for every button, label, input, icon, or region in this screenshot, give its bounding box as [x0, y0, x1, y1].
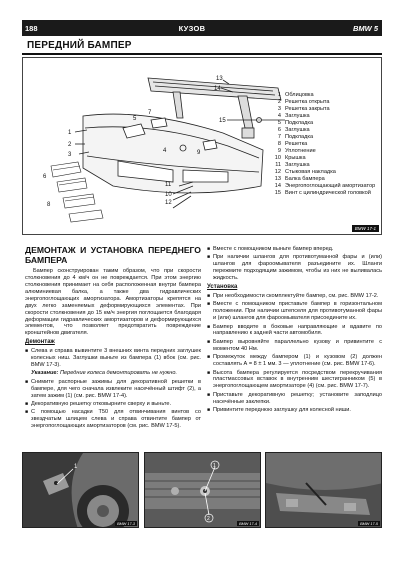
- bullet-icon: ■: [25, 378, 29, 385]
- bumper-screws-photo: [266, 453, 382, 528]
- bullet-icon: ■: [207, 301, 211, 308]
- list-item: ■ Снимите распорные зажимы для декоративной решетки в бампере, для чего сначала извлеките насечённый штифт (2), а затем зажим (1) (см. рис. BMW 17-4).: [25, 378, 201, 399]
- photo-tag: BMW 17-4: [239, 521, 257, 526]
- list-item: ■ Привинтите переднюю заглушку для колесной ниши.: [207, 407, 351, 414]
- bullet-icon: ■: [207, 407, 211, 414]
- intro-paragraph: Бампер сконструирован таким образом, что при скорости столкновения до 4 км/ч он не повреждается. При этом энергию столкновения принимает на себя расположенная внутри бампера алюминиевая балка, а также два гидравлических энергопоглощающих амортизатора. Амортизаторы крепятся на двух легко заменяемых деформирующихся элементах. При скорости столкновения до 15 км/ч энергия поглощается благодаря деформации гидравлических амортизаторов и деформирующихся элементов, что позволяет предотвратить повреждение кронштейнов двигателя.: [25, 268, 201, 337]
- left-column: [25, 246, 201, 432]
- legend-item: 9 Уплотнение: [277, 148, 316, 154]
- page-header: [22, 20, 382, 36]
- callout-5: 5: [133, 116, 137, 122]
- list-item: ■ Приставьте декоративную решетку; установите заподлицо насечённые заклепки.: [207, 391, 382, 405]
- callout-7: 7: [148, 110, 152, 116]
- list-item: ■ Промежуток между бампером (1) и кузовом (2) должен составлять А = 8 ± 1 мм. 3 — уплотнение (см. рис. BMW 17-6).: [207, 354, 382, 368]
- list-item: ■ Бампер выровняйте параллельно кузову и привинтите с моментом 40 Нм.: [207, 338, 382, 352]
- bullet-icon: ■: [207, 323, 211, 330]
- legend-item: 10 Крышка: [274, 155, 306, 161]
- bullet-icon: ■: [25, 409, 29, 416]
- legend-item: 6 Заглушка: [277, 127, 310, 133]
- callout-4: 4: [163, 148, 167, 154]
- legend-item: 15 Винт с цилиндрической головкой: [274, 190, 371, 196]
- legend-item: 1 Облицовка: [277, 92, 314, 98]
- callout-2: 2: [68, 142, 72, 148]
- callout-10: 10: [165, 192, 172, 198]
- installation-subheading: Установка: [207, 284, 238, 291]
- legend-item: 8 Решетка: [277, 141, 308, 147]
- photo-wheel-arch: [22, 452, 139, 528]
- list-item: ■ С помощью насадки T50 для отвинчивания винтов со звездчатым шлицем слева и справа отвинтите бампер от энергопоглощающих амортизаторов (см. рис. BMW 17-5).: [25, 409, 201, 430]
- chapter-title: КУЗОВ: [178, 23, 206, 33]
- legend-item: 14 Энергопоглощающий амортизатор: [274, 183, 376, 189]
- callout-13: 13: [216, 76, 223, 82]
- legend-item: 13 Балка бампера: [274, 176, 325, 182]
- parts-legend: [272, 92, 380, 197]
- list-item: ■ Вместе с помощником приставьте бампер в горизонтальном положении. При наличии штепселя для противотуманной фары и (или) шлангов для фароомывателя присоедините их.: [207, 301, 382, 322]
- legend-item: 12 Стыковая накладка: [274, 169, 336, 175]
- right-column: [207, 246, 382, 415]
- photo-grille-clips: [144, 452, 261, 528]
- legend-item: 4 Заглушка: [277, 113, 310, 119]
- callout-8: 8: [47, 202, 51, 208]
- bullet-icon: ■: [25, 401, 29, 407]
- photo-bumper-screws: [265, 452, 382, 528]
- wheel-arch-photo: [23, 453, 139, 528]
- bullet-icon: ■: [207, 246, 211, 252]
- legend-item: 7 Подкладка: [277, 134, 314, 140]
- grille-clips-photo: [145, 453, 261, 528]
- legend-item: 2 Решетка открыта: [277, 99, 330, 105]
- list-item: ■ Вместе с помощником выньте бампер вперед.: [207, 246, 334, 252]
- list-item: ■ Высота бампера регулируется посредством перекручивания пластмассовых вставок в внутренним шестигранником (5) в энергопоглощающем амортизаторе (4) (см. рис. BMW 17-7).: [207, 369, 382, 390]
- photo-tag: BMW 17-5: [360, 521, 378, 526]
- callout-9: 9: [197, 150, 201, 156]
- photo-tag: BMW 17-3: [117, 521, 135, 526]
- list-item: ■ При необходимости скомплектуйте бампер, см. рис. BMW 17-2.: [207, 292, 379, 299]
- note: Указание: Передние колеса демонтировать не нужно.: [31, 370, 178, 377]
- section-divider: [22, 53, 382, 55]
- section-title: ПЕРЕДНИЙ БАМПЕР: [27, 40, 132, 51]
- bullet-icon: ■: [207, 292, 211, 299]
- callout-3: 3: [68, 152, 72, 158]
- page-number: 188: [25, 23, 38, 33]
- callout-11: 11: [165, 182, 172, 188]
- callout-15: 15: [219, 118, 226, 124]
- callout-14: 14: [214, 86, 221, 92]
- legend-item: 11 Заглушка: [275, 162, 310, 168]
- legend-item: 3 Решетка закрыта: [277, 106, 330, 112]
- photo2-callout-1: 1: [213, 463, 216, 469]
- callout-6: 6: [43, 174, 47, 180]
- callout-1: 1: [68, 130, 72, 136]
- figure-tag: BMW 17-1: [352, 225, 379, 232]
- callout-12: 12: [165, 200, 172, 206]
- removal-subheading: Демонтаж: [25, 339, 55, 346]
- list-item: ■ Бампер вводите в боковые направляющие и вдавите по направлению к задней части автомобиля.: [207, 323, 382, 337]
- bullet-icon: ■: [207, 338, 211, 345]
- procedure-heading: ДЕМОНТАЖ И УСТАНОВКА ПЕРЕДНЕГО БАМПЕРА: [25, 245, 201, 265]
- list-item: ■ Слева и справа вывинтите 3 внешних винта передних заглушек колесных ниш. Заглушки выньте из бампера (1) вбок (см. рис. BMW 17-3).: [25, 348, 201, 368]
- bullet-icon: ■: [207, 391, 211, 398]
- bullet-icon: ■: [207, 354, 211, 361]
- legend-item: 5 Подкладка: [277, 120, 314, 126]
- photo2-callout-2: 2: [207, 516, 210, 522]
- list-item: ■ При наличии шлангов для противотуманной фары и (или) шлангов для фароомывателя разъедините их. Шланги пережмите подходящим зажимом, чтобы из них не выливалась жидкость.: [207, 254, 382, 282]
- bullet-icon: ■: [207, 254, 211, 261]
- bullet-icon: ■: [25, 348, 29, 355]
- photo1-callout: 1: [74, 464, 78, 470]
- brand-label: BMW 5: [353, 23, 378, 33]
- bullet-icon: ■: [207, 369, 211, 376]
- list-item: ■ Декоративную решетку отковырните сверху и выньте.: [25, 401, 172, 407]
